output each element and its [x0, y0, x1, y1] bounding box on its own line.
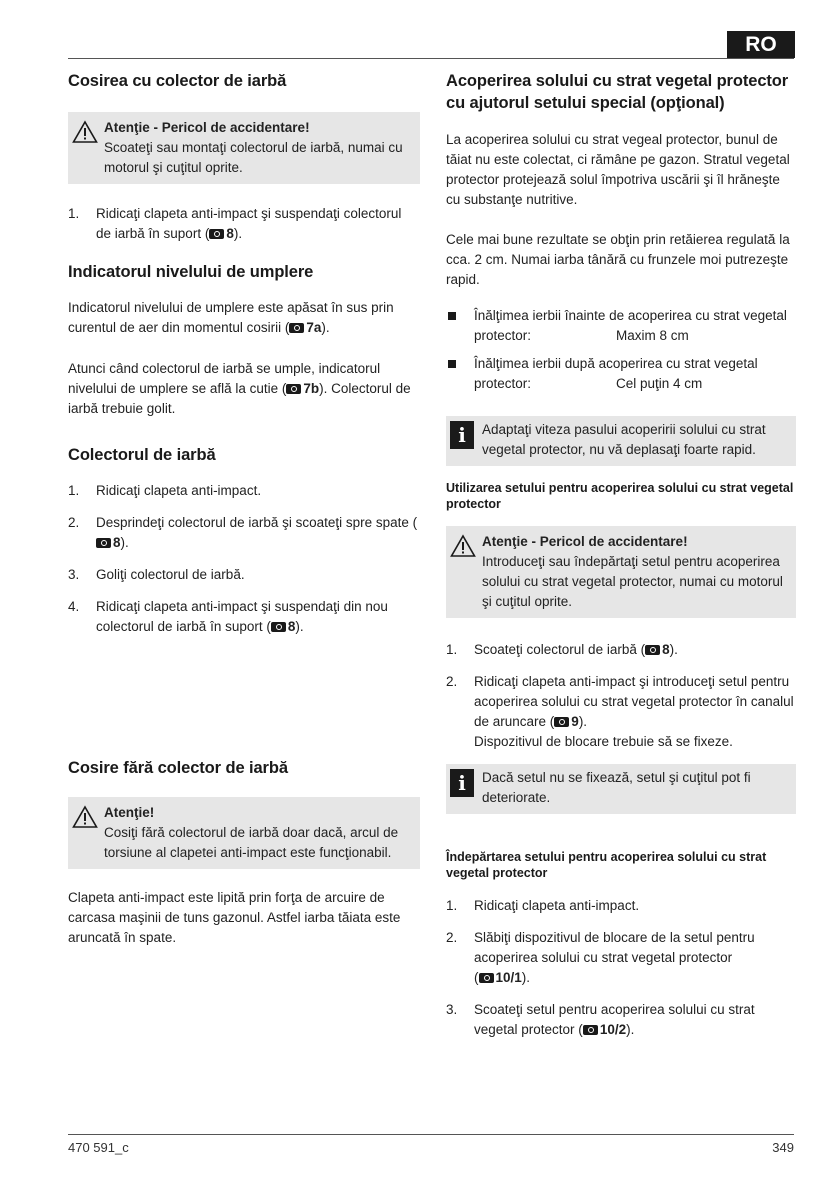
figure-reference: 8: [645, 642, 670, 657]
section-title-mowing-without-collector: Cosire fără colector de iarbă: [68, 759, 288, 777]
section-title-collector-mowing: Cosirea cu colector de iarbă: [68, 72, 287, 90]
figure-reference: 7a: [289, 320, 321, 335]
info-box-fixing: i Dacă setul nu se fixează, setul şi cuţitul pot fi deteriorate.: [446, 764, 796, 814]
list-item: 2. Desprindeţi colectorul de iarbă şi scoateţi spre spate (8).: [68, 515, 418, 550]
section-title-fill-indicator: Indicatorul nivelului de umplere: [68, 263, 314, 281]
camera-icon: [96, 538, 111, 548]
figure-reference: 10/1: [479, 970, 522, 985]
section-title-using-mulch-kit: Utilizarea setului pentru acoperirea solului cu strat vegetal protector: [446, 481, 794, 511]
page-number: 349: [772, 1140, 794, 1155]
figure-reference: 8: [271, 619, 296, 634]
warning-triangle-icon: [72, 120, 98, 144]
list-item: 3. Scoateţi setul pentru acoperirea solului cu strat vegetal protector ( 10/2).: [446, 1002, 755, 1037]
header-rule: [68, 58, 794, 59]
warning-triangle-icon: [450, 534, 476, 558]
figure-reference: 8: [96, 535, 121, 550]
camera-icon: [209, 229, 224, 239]
footer-rule: [68, 1134, 794, 1135]
section-title-removing-mulch-kit: Îndepărtarea setului pentru acoperirea solului cu strat vegetal protector: [446, 850, 767, 880]
camera-icon: [289, 323, 304, 333]
figure-reference: 9: [554, 714, 579, 729]
warning-box-injury: [446, 526, 796, 618]
info-icon: i: [450, 421, 474, 449]
bullet-list: [446, 306, 796, 394]
warning-title: Atenţie!: [104, 805, 155, 820]
language-badge: RO: [727, 31, 795, 58]
warning-triangle-icon: [72, 805, 98, 829]
document-code: 470 591_c: [68, 1140, 129, 1155]
step-list: [446, 640, 796, 752]
camera-icon: [554, 717, 569, 727]
paragraph: La acoperirea solului cu strat vegeal protector, bunul de tăiat nu este colectat, ci rămâne pe gazon. Stratul vegetal protector protejează solul împotriva uscării şi îl hrăneşte cu substanţe nutritive.: [446, 132, 790, 207]
list-item: 2. Slăbiţi dispozitivul de blocare de la setul pentru acoperirea solului cu strat vegetal protector ( 10/1).: [446, 930, 755, 985]
square-bullet-icon: [448, 360, 456, 368]
figure-reference: 10/2: [583, 1022, 626, 1037]
section-title-mulching: Acoperirea solului cu strat vegetal protector cu ajutorul setului special (opţional): [446, 72, 789, 112]
list-item: 1. Ridicaţi clapeta anti-impact.: [446, 898, 640, 913]
list-item: Înălţimea ierbii înainte de acoperirea cu strat vegetal protector: Maxim 8 cm: [446, 306, 796, 346]
warning-title: Atenţie - Pericol de accidentare!: [482, 534, 688, 549]
step-list: [68, 204, 420, 244]
paragraph: Atunci când colectorul de iarbă se umple, indicatorul nivelului de umplere se află la cutie ( 7b). Colectorul de iarbă trebuie golit.: [68, 361, 411, 416]
step-list: [68, 481, 420, 637]
list-item: 1. Ridicaţi clapeta anti-impact şi suspendaţi colectorul de iarbă în suport ( 8).: [68, 206, 402, 241]
camera-icon: [583, 1025, 598, 1035]
warning-body: Cosiţi fără colectorul de iarbă doar dacă, arcul de torsiune al clapetei anti-impact este funcţionabil.: [104, 825, 399, 860]
list-item: 3. Goliţi colectorul de iarbă.: [68, 567, 245, 582]
warning-body: Introduceţi sau îndepărtaţi setul pentru acoperirea solului cu strat vegetal protector, numai cu motorul şi cuţitul oprite.: [482, 554, 783, 609]
warning-body: Scoateţi sau montaţi colectorul de iarbă, numai cu motorul şi cuţitul oprite.: [104, 140, 403, 175]
list-item: Înălţimea ierbii după acoperirea cu strat vegetal protector: Cel puţin 4 cm: [446, 354, 796, 394]
warning-box-caution: [68, 797, 420, 869]
paragraph: Indicatorul nivelului de umplere este apăsat în sus prin curentul de aer din momentul cosirii ( 7a).: [68, 300, 394, 335]
camera-icon: [286, 384, 301, 394]
list-item: 4. Ridicaţi clapeta anti-impact şi suspendaţi din nou colectorul de iarbă în suport ( 8).: [68, 599, 388, 634]
list-item: 2. Ridicaţi clapeta anti-impact şi introduceţi setul pentru acoperirea solului cu strat vegetal protector în canalul de aruncare ( 9). Dispozitivul de blocare trebuie să se fixeze.: [446, 674, 794, 749]
camera-icon: [271, 622, 286, 632]
section-title-grass-collector: Colectorul de iarbă: [68, 446, 216, 464]
paragraph: Clapeta anti-impact este lipită prin forţa de arcuire de carcasa maşinii de tuns gazonul. Astfel iarba tăiata este aruncată în spate.: [68, 890, 401, 945]
info-icon: i: [450, 769, 474, 797]
square-bullet-icon: [448, 312, 456, 320]
camera-icon: [645, 645, 660, 655]
figure-reference: 7b: [286, 381, 319, 396]
info-box-speed: i Adaptaţi viteza pasului acoperirii solului cu strat vegetal protector, nu vă deplasaţi foarte rapid.: [446, 416, 796, 466]
warning-box-injury: [68, 112, 420, 184]
paragraph: Cele mai bune rezultate se obţin prin retăierea regulată la cca. 2 cm. Numai iarba tânără cu frunzele moi putrezeşte rapid.: [446, 232, 790, 287]
warning-title: Atenţie - Pericol de accidentare!: [104, 120, 310, 135]
figure-reference: 8: [209, 226, 234, 241]
list-item: 1. Scoateţi colectorul de iarbă ( 8).: [446, 642, 678, 657]
list-item: 1. Ridicaţi clapeta anti-impact.: [68, 483, 262, 498]
camera-icon: [479, 973, 494, 983]
step-list: [446, 896, 796, 1040]
